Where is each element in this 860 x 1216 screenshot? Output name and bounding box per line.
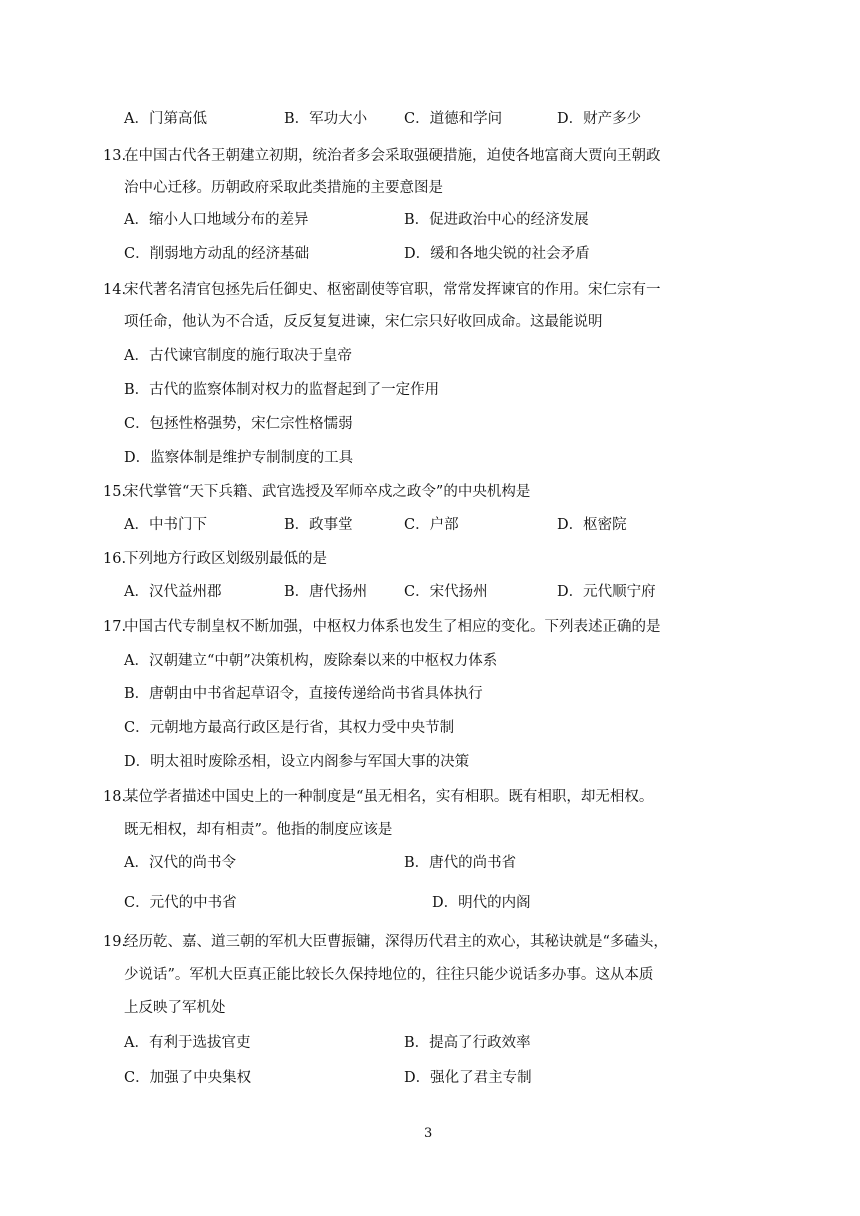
option-b: B．唐朝由中书省起草诏令，直接传递给尚书省具体执行 bbox=[124, 686, 483, 702]
question-stem: 下列地方行政区划级别最低的是 bbox=[124, 551, 327, 567]
option-a: A．有利于选拔官吏 bbox=[124, 1035, 251, 1051]
question-number: 17. bbox=[103, 619, 127, 635]
question-number: 13. bbox=[103, 148, 127, 164]
question-number: 18. bbox=[103, 789, 127, 805]
option-d: D．强化了君主专制 bbox=[404, 1070, 532, 1086]
q12-option-d: D．财产多少 bbox=[557, 111, 642, 127]
q12-option-c: C．道德和学问 bbox=[404, 111, 503, 127]
option-c: C．元代的中书省 bbox=[124, 895, 237, 911]
option-a: A．汉朝建立“中朝”决策机构，废除秦以来的中枢权力体系 bbox=[124, 653, 498, 669]
option-c: C．宋代扬州 bbox=[404, 584, 488, 600]
question-stem: 在中国古代各王朝建立初期，统治者多会采取强硬措施，迫使各地富商大贾向王朝政 bbox=[124, 148, 661, 164]
page-number: 3 bbox=[424, 1126, 433, 1141]
option-b: B．唐代的尚书省 bbox=[404, 855, 517, 871]
question-stem: 治中心迁移。历朝政府采取此类措施的主要意图是 bbox=[124, 180, 443, 196]
question-stem: 上反映了军机处 bbox=[124, 1000, 226, 1016]
question-stem: 既无相权，却有相责”。他指的制度应该是 bbox=[124, 822, 393, 838]
option-a: A．中书门下 bbox=[124, 517, 207, 533]
question-stem: 项任命，他认为不合适，反反复复进谏，宋仁宗只好收回成命。这最能说明 bbox=[124, 314, 603, 330]
q12-option-a: A．门第高低 bbox=[124, 111, 207, 127]
question-number: 14. bbox=[103, 282, 127, 298]
option-a: A．汉代的尚书令 bbox=[124, 855, 236, 871]
option-d: D．明代的内阁 bbox=[432, 895, 531, 911]
question-number: 16. bbox=[103, 551, 127, 567]
q12-option-b: B．军功大小 bbox=[284, 111, 368, 127]
option-c: C．包拯性格强势，宋仁宗性格懦弱 bbox=[124, 416, 353, 432]
question-stem: 中国古代专制皇权不断加强，中枢权力体系也发生了相应的变化。下列表述正确的是 bbox=[124, 619, 661, 635]
option-a: A．古代谏官制度的施行取决于皇帝 bbox=[124, 348, 352, 364]
option-b: B．政事堂 bbox=[284, 517, 353, 533]
option-d: D．枢密院 bbox=[557, 517, 627, 533]
option-b: B．提高了行政效率 bbox=[404, 1035, 531, 1051]
option-b: B．唐代扬州 bbox=[284, 584, 368, 600]
option-d: D．元代顺宁府 bbox=[557, 584, 656, 600]
question-stem: 宋代掌管“天下兵籍、武官选授及军师卒戍之政令”的中央机构是 bbox=[124, 484, 531, 500]
question-stem: 经历乾、嘉、道三朝的军机大臣曹振镛，深得历代君主的欢心，其秘诀就是“多磕头， bbox=[124, 934, 668, 950]
option-a: A．汉代益州郡 bbox=[124, 584, 222, 600]
option-a: A．缩小人口地域分布的差异 bbox=[124, 212, 309, 228]
option-c: C．加强了中央集权 bbox=[124, 1070, 252, 1086]
option-d: D．明太祖时废除丞相，设立内阁参与军国大事的决策 bbox=[124, 754, 470, 770]
option-c: C．削弱地方动乱的经济基础 bbox=[124, 246, 310, 262]
option-d: D．缓和各地尖锐的社会矛盾 bbox=[404, 246, 590, 262]
question-number: 15. bbox=[103, 484, 127, 500]
option-c: C．户部 bbox=[404, 517, 459, 533]
question-stem: 某位学者描述中国史上的一种制度是“虽无相名，实有相职。既有相职，却无相权。 bbox=[124, 789, 654, 805]
option-b: B．促进政治中心的经济发展 bbox=[404, 212, 589, 228]
option-c: C．元朝地方最高行政区是行省，其权力受中央节制 bbox=[124, 720, 455, 736]
question-stem: 少说话”。军机大臣真正能比较长久保持地位的，往往只能少说话多办事。这从本质 bbox=[124, 967, 654, 983]
question-stem: 宋代著名清官包拯先后任御史、枢密副使等官职，常常发挥谏官的作用。宋仁宗有一 bbox=[124, 282, 661, 298]
option-b: B．古代的监察体制对权力的监督起到了一定作用 bbox=[124, 382, 440, 398]
option-d: D．监察体制是维护专制制度的工具 bbox=[124, 450, 354, 466]
question-number: 19. bbox=[103, 934, 127, 950]
